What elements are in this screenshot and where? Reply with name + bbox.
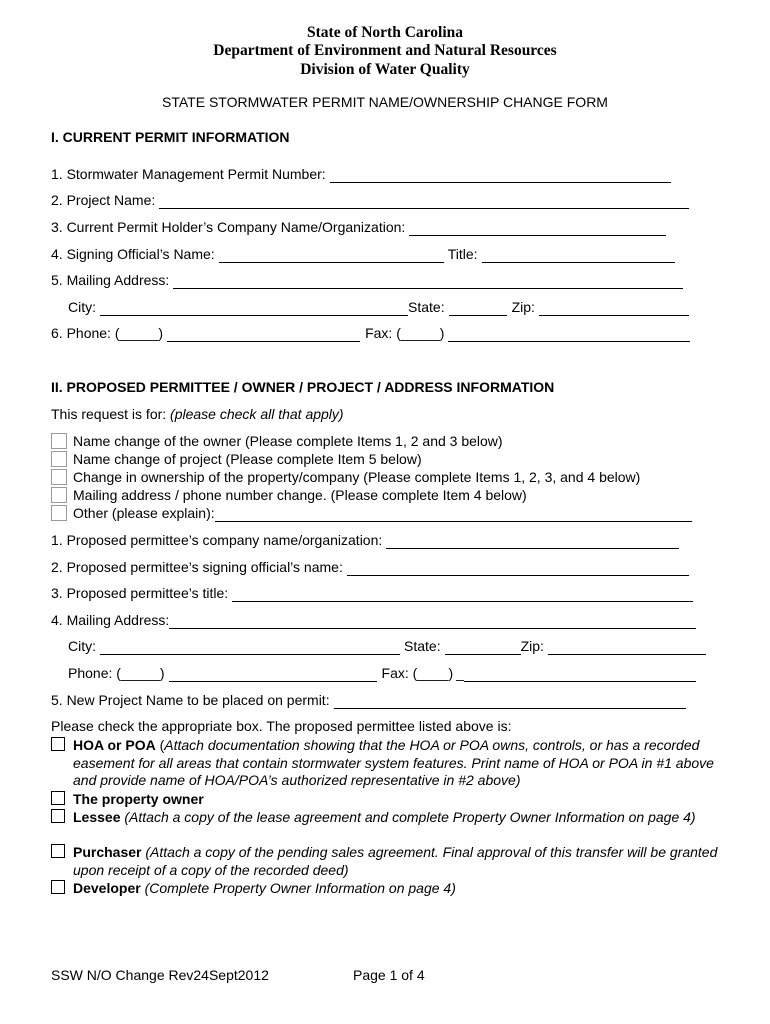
section2-heading: II. PROPOSED PERMITTEE / OWNER / PROJECT / ADDRESS INFORMATION: [51, 379, 555, 395]
company-field[interactable]: [409, 222, 666, 236]
request-prefix: This request is for:: [51, 406, 167, 422]
phone-label: 6. Phone: (_____): [51, 325, 164, 341]
header-state: State of North Carolina: [307, 24, 463, 41]
new-company-label: 1. Proposed permittee’s company name/organization:: [51, 532, 383, 548]
new-project-label: 5. New Project Name to be placed on permit:: [51, 692, 330, 708]
new-mailing-field[interactable]: [169, 615, 696, 629]
option-project-checkbox[interactable]: [51, 451, 67, 467]
new-company-field[interactable]: [386, 535, 679, 549]
developer-checkbox[interactable]: [51, 880, 65, 894]
check-intro: Please check the appropriate box. The proposed permittee listed above is:: [51, 718, 512, 734]
title-label: Title:: [447, 246, 478, 262]
hoa-poa-paren: (: [159, 737, 165, 753]
phone-field[interactable]: [167, 328, 360, 342]
fax-label: Fax: (_____): [365, 325, 445, 341]
hoa-poa-checkbox[interactable]: [51, 737, 65, 751]
company-label: 3. Current Permit Holder’s Company Name/Organization:: [51, 219, 406, 235]
purchaser-checkbox[interactable]: [51, 844, 65, 858]
new-zip-label: Zip:: [520, 638, 544, 654]
purchaser-label: Purchaser: [73, 844, 142, 860]
new-city-label: City:: [68, 638, 96, 654]
owner-label: The property owner: [73, 791, 204, 807]
signing-official-label: 4. Signing Official’s Name:: [51, 246, 215, 262]
owner-text: [73, 791, 723, 809]
lessee-note: (Attach a copy of the lease agreement and complete Property Owner Information on page 4): [124, 809, 696, 825]
footer-revision: SSW N/O Change Rev24Sept2012: [51, 967, 269, 983]
signing-official-field[interactable]: [219, 249, 444, 263]
new-phone-field[interactable]: [169, 668, 377, 682]
title-field[interactable]: [482, 249, 675, 263]
option-ownership-checkbox[interactable]: [51, 469, 67, 485]
header-department: Department of Environment and Natural Resources: [213, 42, 557, 59]
footer-page-number: Page 1 of 4: [353, 967, 425, 983]
request-line: [51, 406, 344, 423]
new-company-row: [51, 532, 679, 549]
form-title: STATE STORMWATER PERMIT NAME/OWNERSHIP CHANGE FORM: [162, 94, 608, 110]
option-owner-checkbox[interactable]: [51, 433, 67, 449]
developer-note: (Complete Property Owner Information on page 4): [144, 880, 456, 896]
request-note: (please check all that apply): [170, 406, 344, 422]
option-owner-label: Name change of the owner (Please complete Items 1, 2 and 3 below): [73, 433, 503, 449]
hoa-poa-text: [73, 737, 723, 790]
mailing-label: 5. Mailing Address:: [51, 272, 170, 288]
permit-number-label: 1. Stormwater Management Permit Number:: [51, 166, 326, 182]
developer-label: Developer: [73, 880, 141, 896]
zip-label: Zip:: [511, 299, 535, 315]
option-ownership-label: Change in ownership of the property/company (Please complete Items 1, 2, 3, and 4 below): [73, 469, 641, 485]
state-field[interactable]: [449, 302, 507, 316]
new-state-label: State:: [404, 638, 441, 654]
new-zip-field[interactable]: [548, 641, 706, 655]
new-fax-field[interactable]: [464, 668, 696, 682]
hoa-poa-note: Attach documentation showing that the HOA or POA owns, controls, or has a recorded easement for all areas that contain stormwater system features. Print name of HOA or POA in #1 above and provide name of HOA/POA’s authorized representative in #2 above): [73, 737, 714, 788]
option-other-checkbox[interactable]: [51, 505, 67, 521]
header-division: Division of Water Quality: [300, 61, 470, 78]
new-city-field[interactable]: [100, 641, 400, 655]
company-row: [51, 219, 666, 236]
city-field[interactable]: [100, 302, 408, 316]
purchaser-text: [73, 844, 723, 879]
new-signing-label: 2. Proposed permittee’s signing official’s name:: [51, 559, 343, 575]
mailing-row: [51, 272, 683, 289]
new-project-row: [51, 692, 686, 709]
new-phone-label: Phone: (_____): [68, 665, 165, 681]
signing-official-row: [51, 246, 675, 263]
lessee-checkbox[interactable]: [51, 809, 65, 823]
lessee-text: [73, 809, 723, 827]
new-title-field[interactable]: [232, 588, 693, 602]
new-fax-suffix: _: [456, 665, 464, 681]
project-name-label: 2. Project Name:: [51, 192, 156, 208]
phone-row: [51, 325, 690, 342]
city-label: City:: [68, 299, 96, 315]
section1-heading: I. CURRENT PERMIT INFORMATION: [51, 129, 290, 145]
option-other-label: Other (please explain):: [73, 505, 215, 521]
lessee-label: Lessee: [73, 809, 121, 825]
new-title-row: [51, 585, 693, 602]
permit-number-row: [51, 166, 671, 183]
new-title-label: 3. Proposed permittee’s title:: [51, 585, 229, 601]
city-row: [68, 299, 689, 316]
new-signing-field[interactable]: [347, 562, 689, 576]
purchaser-note: (Attach a copy of the pending sales agreement. Final approval of this transfer will be granted upon receipt of a copy of the recorded deed): [73, 844, 718, 878]
option-other-row: [73, 505, 692, 522]
new-signing-row: [51, 559, 689, 576]
developer-text: [73, 880, 723, 898]
project-name-field[interactable]: [159, 195, 689, 209]
option-project-label: Name change of project (Please complete Item 5 below): [73, 451, 422, 467]
new-state-field[interactable]: [445, 641, 521, 655]
new-project-field[interactable]: [334, 695, 686, 709]
new-mailing-label: 4. Mailing Address:: [51, 612, 170, 628]
new-fax-label: Fax: (____): [381, 665, 454, 681]
option-address-checkbox[interactable]: [51, 487, 67, 503]
fax-field[interactable]: [448, 328, 690, 342]
zip-field[interactable]: [539, 302, 689, 316]
project-name-row: [51, 192, 689, 209]
permit-number-field[interactable]: [330, 169, 671, 183]
new-phone-row: [68, 665, 696, 682]
new-city-row: [68, 638, 706, 655]
mailing-field[interactable]: [173, 275, 683, 289]
option-other-field[interactable]: [215, 508, 692, 522]
owner-checkbox[interactable]: [51, 791, 65, 805]
new-mailing-row: [51, 612, 696, 629]
state-label: State:: [408, 299, 445, 315]
hoa-poa-label: HOA or POA: [73, 737, 156, 753]
option-address-label: Mailing address / phone number change. (Please complete Item 4 below): [73, 487, 527, 503]
